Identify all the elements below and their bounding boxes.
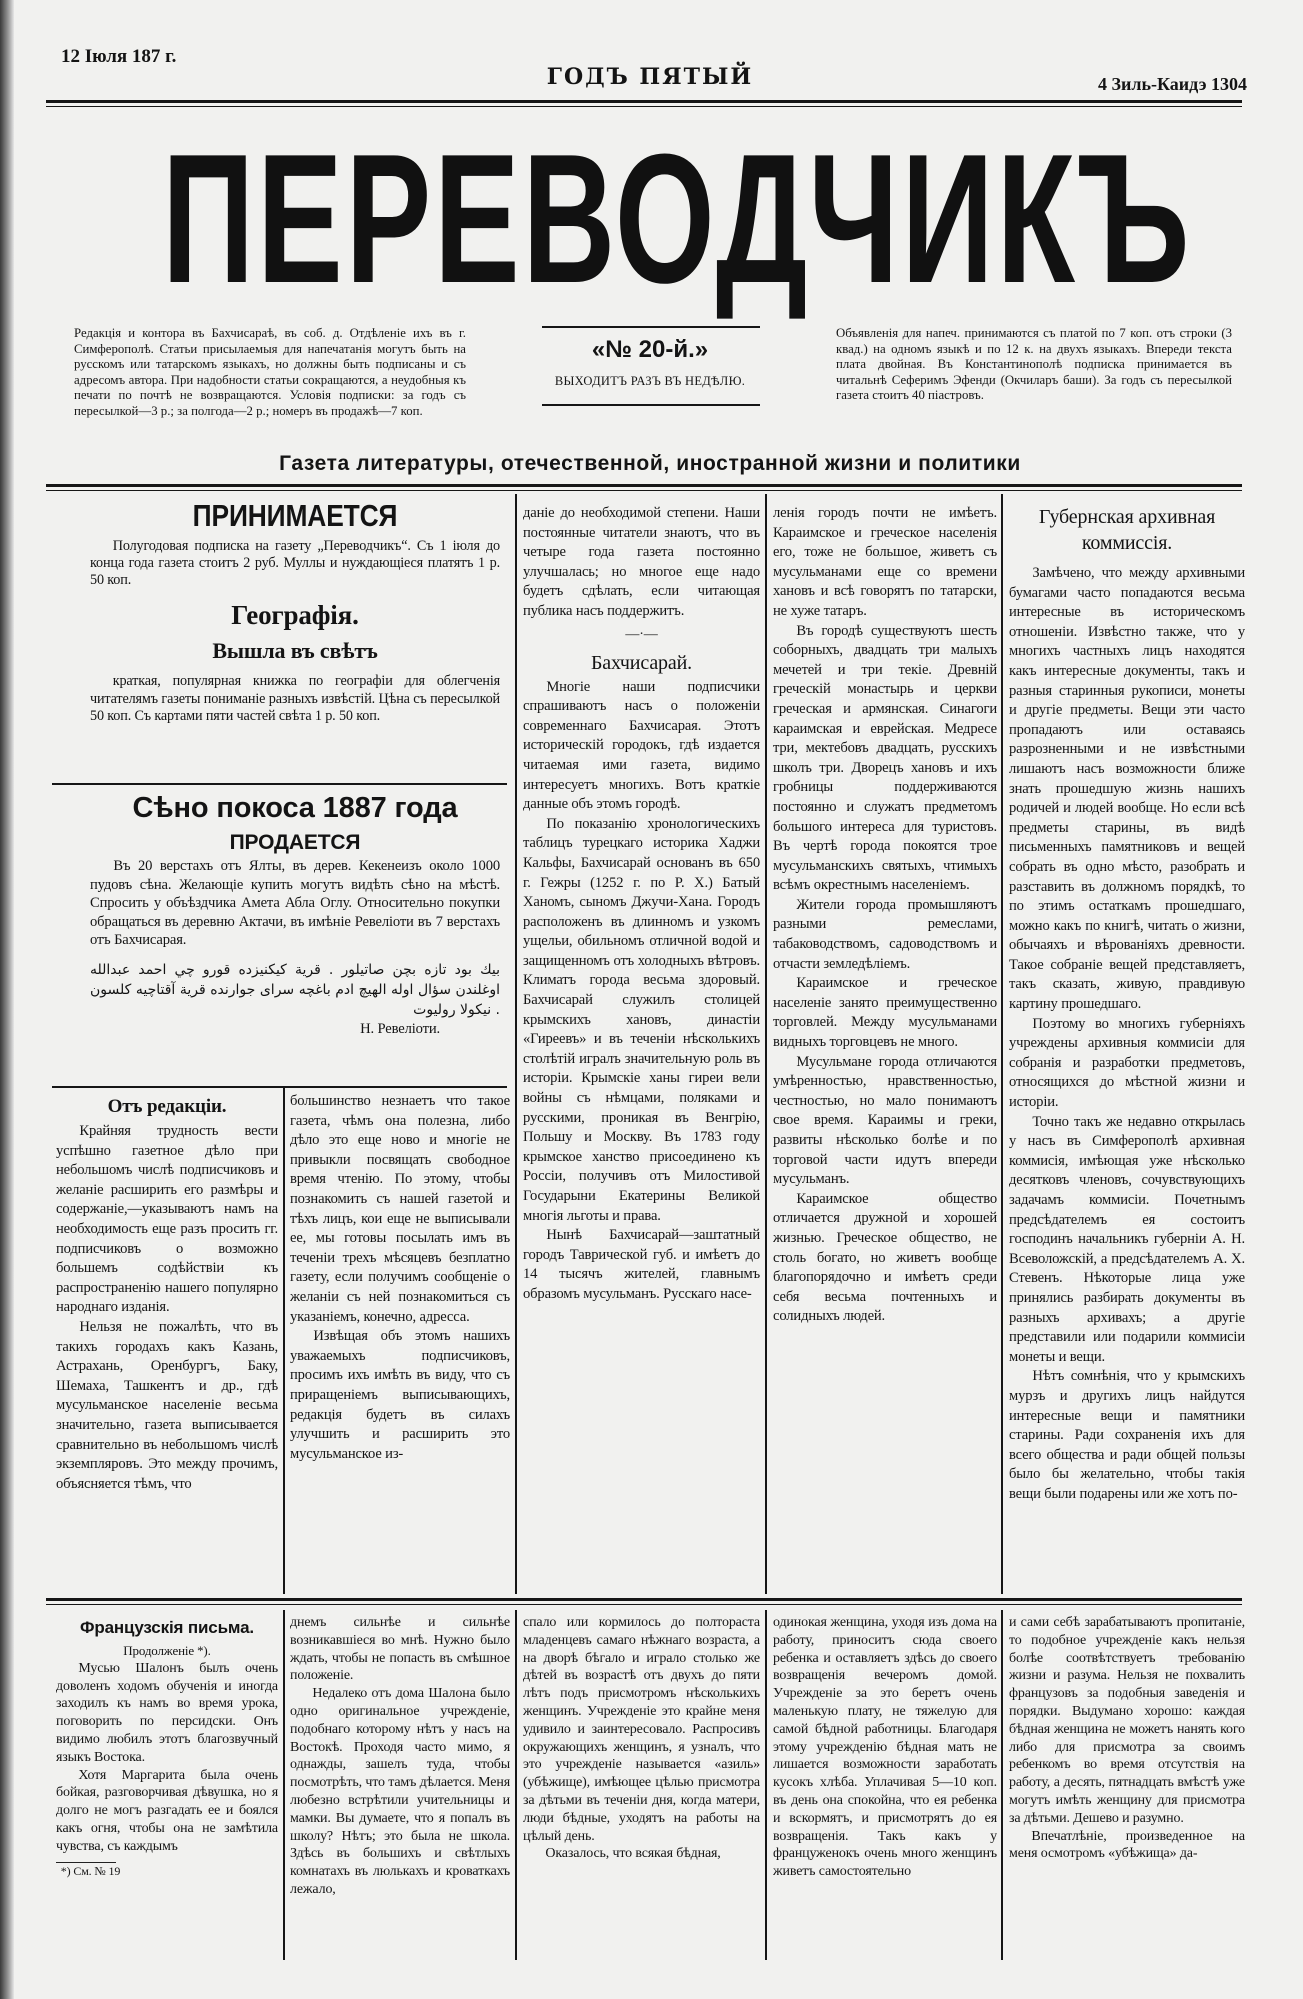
feuilleton-col2 [290, 1614, 510, 1964]
article-column-3 [773, 504, 997, 1592]
paragraph: спало или кормилось до полтораста младенцевъ самаго нѣжнаго возраста, а на дворѣ бѣгало и играло столько же дѣтей въ возрастѣ отъ двухъ до пяти лѣтъ подъ присмотромъ нѣсколькихъ женщинъ. Учрежденіе это крайне меня удивило и заинтересовало. Распросивъ окружающихъ женщинъ, я узналъ, что это учрежденіе называется «азиль» (убѣжище), имѣющее цѣлью присмотра за дѣтьми въ теченіи дня, когда матери, люди бѣдные, уходятъ на работы на цѣлый день. [523, 1615, 760, 1844]
ad-subscription-title: ПРИНИМАЕТСЯ [192, 498, 398, 533]
masthead-bottom-rule [46, 484, 1242, 491]
divider [542, 326, 760, 328]
paragraph: Недалеко отъ дома Шалона было одно оригинальное учрежденіе, подобнаго которому нѣтъ у насъ на Востокѣ. Проходя часто мимо, я однажды, зашелъ туда, чтобы посмотрѣть, что тамъ дѣлается. Меня любезно встрѣтили учительницы и мамки. Вы думаете, что я попалъ въ школу? Нѣтъ; это была не школа. Здѣсь въ большихъ и свѣтлыхъ комнатахъ въ люлькахъ и кроваткахъ лежало, [290, 1686, 510, 1897]
paragraph: Хотя Маргарита была очень бойкая, разговорчивая дѣвушка, но я долго не могъ разгадать ее и боялся какъ огня, чтобы она не замѣтила чувства, съ каждымъ [56, 1767, 278, 1854]
column-rule [515, 1610, 517, 1960]
paragraph: Мусульмане города отличаются умѣренностью, нравственностью, честностью, но мало понимаютъ свое время. Караимы и греки, развиты нѣсколько болѣе и по торговой части идутъ впереди мусульманъ. [773, 1053, 997, 1188]
paragraph: Многіе наши подписчики спрашиваютъ насъ о положеніи современнаго Бахчисарая. Этотъ историческій городокъ, гдѣ издается читаемая ими газета, видимо интересуетъ многихъ. Вотъ краткіе данные объ этомъ городѣ. [523, 678, 760, 813]
column-rule [1001, 1610, 1003, 1960]
paragraph: Жители города промышляютъ разными ремеслами, табаководствомъ, садоводствомъ и отчасти земледѣліемъ. [773, 896, 997, 972]
ad-geography-title: Географія. [231, 600, 359, 630]
issue-date-gregorian: 12 Іюля 187 г. [61, 46, 177, 67]
column-rule [283, 1610, 285, 1960]
advertisement-hay [90, 787, 500, 1085]
advertisements-top [90, 494, 500, 782]
ad-hay-text: Въ 20 верстахъ отъ Ялты, въ дерев. Кекенеизъ около 1000 пудовъ сѣна. Желающіе купить могутъ видѣть сѣно на мѣстѣ. Спросить у объѣздчика Амета Абла Оглу. Относительно покупки обращаться въ деревню Актачи, въ имѣніе Ревеліоти въ 7 верстахъ отъ Бахчисарая. [90, 858, 500, 948]
issue-number: «№ 20-й.» [591, 336, 709, 363]
column-rule [765, 494, 767, 1594]
ad-hay-title: Сѣно покоса 1887 года [132, 792, 458, 824]
column-rule [515, 494, 517, 1594]
feuilleton-title: Французскія письма. [80, 1618, 254, 1637]
article-archive-commission [1009, 504, 1245, 1592]
paragraph: ленія городъ почти не имѣетъ. Караимское и греческое населенія его, тоже не большое, живетъ съ мусульманами еще со времени хановъ и всѣ говорятъ по татарски, не хуже татаръ. [773, 505, 997, 619]
column-rule [765, 1610, 767, 1960]
ad-subscription-text: Полугодовая подписка на газету „Переводчикъ“. Съ 1 іюля до конца года газета стоитъ 2 руб. Муллы и нуждающіеся платятъ 1 р. 50 коп. [90, 538, 500, 588]
paragraph: Замѣчено, что между архивными бумагами часто попадаются весьма интересные въ историческомъ отношеніи. Извѣстно также, что у многихъ частныхъ лицъ находятся какъ интересные документы, такъ и разныя старинныя рукописи, монеты и другіе предметы. Вещи эти часто пропадаютъ или оставаясь разрозненными и не извѣстными лишаютъ насъ возможности ближе знать прошедшую жизнь нашихъ родичей и людей вообще. Но если всѣ предметы старины, въ видѣ письменныхъ памятниковъ и вещей собрать въ одно мѣсто, разобрать и разставить въ должномъ порядкѣ, то по этимъ остаткамъ прошедшаго, можно какъ по книгѣ, читать о жизни, обычаяхъ и вѣрованіяхъ древности. Такое собраніе вещей представляетъ, такъ сказать, живую, правдивую картину прошедшаго. [1009, 565, 1245, 1013]
divider [52, 1086, 507, 1088]
paragraph: Нѣтъ сомнѣнія, что у крымскихъ мурзъ и другихъ лицъ найдутся интересные вещи и памятники старины. Ради сохраненія ихъ для всего общества и ради общей пользы было бы желательно, чтобы такія вещи были подарены или же хотъ по- [1009, 1368, 1245, 1502]
paragraph: Поэтому во многихъ губерніяхъ учреждены архивныя коммисіи для собранія и разработки предметовъ, относящихся до мѣстной жизни и исторіи. [1009, 1015, 1245, 1111]
paragraph: Впечатлѣніе, произведенное на меня осмотромъ «убѣжища» да- [1009, 1828, 1245, 1862]
paragraph: Мусью Шалонъ былъ очень доволенъ ходомъ обученія и иногда заходилъ къ намъ во время урока, поговорить по персидски. Онъ видимо любилъ этотъ благозвучный языкъ Востока. [56, 1660, 278, 1765]
paragraph: Въ городѣ существуютъ шесть соборныхъ, двадцать три малыхъ мечетей и три текіе. Древній греческій монастырь и церкви греческая и армянская. Синагоги караимская и еврейская. Медресе три, мектебовъ двадцать, русскихъ школъ три. Дворецъ хановъ и ихъ гробницы поддерживаются постоянно и служатъ предметомъ большого интереса для туристовъ. Въ чертѣ города покоятся трое мусульманскихъ святыхъ, чтимыхъ всѣмъ окрестнымъ населеніемъ. [773, 622, 997, 894]
ad-hay-arabic-text: بيك بود تازه بچن صاتيلور . قرية كيكنيزده قورو چي احمد عبدالله اوغلندن سؤال اوله الهيچ ادم باغچه سراى جوارنده قرية آقتاچيه كلسون . نيكولا روليوت [90, 961, 500, 1018]
ad-geography-subtitle: Вышла въ свѣтъ [212, 638, 378, 663]
paragraph: Извѣщая объ этомъ нашихъ уважаемыхъ подписчиковъ, просимъ ихъ имѣть въ виду, что съ приращеніемъ выписывающихъ, редакція будетъ въ силахъ улучшить и расширить это мусульманское из- [290, 1328, 510, 1462]
column-rule [1001, 494, 1003, 1594]
footnote: *) См. № 19 [60, 1863, 121, 1878]
article-bakhchisaray-title: Бахчисарай. [590, 651, 693, 674]
volume-year: ГОДЪ ПЯТЫЙ [546, 64, 754, 90]
paragraph: днемъ сильнѣе и сильнѣе возникавшіеся во мнѣ. Нужно было ждать, чтобы не попасть въ смѣшное положеніе. [290, 1615, 510, 1684]
article-archive-title: Губернская архивная коммиссія. [1038, 506, 1216, 554]
feuilleton-continued: Продолженіе *). [123, 1643, 211, 1658]
ad-hay-signature: Н. Ревеліоти. [360, 1020, 440, 1037]
feuilleton-col5 [1009, 1614, 1245, 1964]
paragraph: Караимское общество отличается дружной и хорошей жизнью. Греческое общество, не столь богато, но живетъ вообще благопорядочно и имѣетъ среди себя весьма почтенныхъ и солидныхъ людей. [773, 1190, 997, 1325]
ad-geography-text: краткая, популярная книжка по географіи для облегченія читателямъ газеты пониманіе разныхъ извѣстій. Цѣна съ пересылкой 50 коп. Съ картами пяти частей свѣта 1 р. 50 коп. [90, 673, 500, 724]
ornament-divider: —·— [625, 626, 658, 642]
advertising-info: Объявленія для напеч. принимаются съ платой по 7 коп. отъ строки (3 квад.) на одномъ языкѣ и по 12 к. на двухъ языкахъ. Впереди текста плата двойная. Въ Константинополѣ подписка принимается въ читальнѣ Сеферимъ Эфенди (Окчиларъ баши). За годъ съ пересылкой газета стоитъ 40 піастровъ. [836, 326, 1232, 403]
scan-edge [0, 0, 14, 1999]
paragraph: Крайняя трудность вести успѣшно газетное дѣло при небольшомъ числѣ подписчиковъ и желаніе расширить его размѣры и содержаніе,—указываютъ намъ на необходимость еще разъ просить гг. подписчиковъ о возможно большемъ содѣйствіи къ распространенію нашего популярно народнаго изданія. [56, 1123, 278, 1316]
paragraph: Оказалось, что всякая бѣдная, [545, 1846, 721, 1862]
column-rule [283, 1088, 285, 1594]
paragraph: Караимское и греческое населеніе занято преимущественно торговлей. Между мусульманами видныхъ торговцевъ не много. [773, 975, 997, 1051]
divider [542, 404, 760, 406]
issue-date-hijri: 4 Зиль-Каидэ 1304 [1097, 74, 1247, 94]
paragraph: и сами себѣ зарабатываютъ пропитаніе, то подобное учрежденіе какъ нельзя болѣе соотвѣтствуетъ требованію жизни и разума. Нельзя не похвалить французовъ за подобныя заведенія и порядки. Выдумано хорошо: каждая бѣдная женщина не можетъ нанять кого либо для присмотра за своимъ ребенкомъ во время отсутствія на работу, а десять, пятнадцать вмѣстѣ уже могутъ имѣть женщину для присмотра за дѣтьми. Дешево и разумно. [1009, 1615, 1245, 1826]
section-rule [46, 1598, 1242, 1605]
paragraph: большинство незнаетъ что такое газета, чѣмъ она полезна, либо дѣло это еще ново и многіе не привыкли посвящать свободное время чтенію. По этому, чтобы познакомить съ нашей газетой и тѣхъ лицъ, кои еще не выписывали ее, мы готовы посылать имъ въ теченіи трехъ мѣсяцевъ безплатно газету, если получимъ сообщеніе о желаніи съ ней познакомиться съ указаніемъ, конечно, адресса. [290, 1093, 510, 1325]
ad-hay-subtitle: ПРОДАЕТСЯ [229, 831, 361, 854]
article-column-2 [523, 504, 760, 1592]
newspaper-title: ПЕРЕВОДЧИКЪ [162, 115, 1193, 321]
article-editorial-col1 [56, 1092, 278, 1592]
editorial-office-info: Редакція и контора въ Бахчисараѣ, въ соб. д. Отдѣленіе ихъ въ г. Симферополѣ. Статьи присылаемыя для напечатанія могутъ быть на русскомъ или татарскомъ языкахъ, но должны быть подписаны и съ адресомъ автора. При надобности статьи сокращаются, а неудобныя къ печати по почтѣ не возвращаются. Условія подписки: за годъ съ пересылкой—3 р.; за полгода—2 р.; номеръ въ продажѣ—7 коп. [74, 326, 466, 418]
paragraph: даніе до необходимой степени. Наши постоянные читатели знаютъ, что въ четыре года газета постоянно улучшалась; но многое еще надо будетъ сдѣлать, если читающая публика насъ поддержитъ. [523, 505, 760, 619]
paragraph: Нынѣ Бахчисарай—заштатный городъ Таврической губ. и имѣетъ до 14 тысячъ жителей, главнымъ образомъ мусульманъ. Русскаго насе- [523, 1227, 760, 1302]
feuilleton-col3 [523, 1614, 760, 1964]
paragraph: одинокая женщина, уходя изъ дома на работу, приноситъ сюда своего ребенка и оставляетъ здѣсь до своего возвращенія вечеромъ домой. Учрежденіе за это беретъ очень маленькую плату, не тяжелую для самой бѣдной работницы. Благодаря этому учрежденію бѣдная мать не лишается возможности заработать кусокъ хлѣба. Уплачивая 5—10 коп. въ день она спокойна, что ея ребенка и вскормятъ, и присмотрятъ до ея возвращенія. Такъ какъ у француженокъ очень много женщинъ живетъ самостоятельно [773, 1615, 997, 1880]
feuilleton-col4 [773, 1614, 997, 1964]
article-editorial-col2 [290, 1092, 510, 1592]
masthead-rule [46, 100, 1242, 107]
paragraph: Точно такъ же недавно открылась у насъ въ Симферополѣ архивная коммисія, имѣющая уже нѣсколько десятковъ членовъ, сочувствующихъ задачамъ коммисіи. Почетнымъ предсѣдателемъ ея состоитъ господинъ начальникъ губерніи А. Н. Всеволожскій, а предсѣдателемъ А. Х. Стевенъ. Нѣкоторые лица уже принялись разбирать документы въ разныхъ архивахъ; а другіе представили или подарили коммисіи монеты и вещи. [1009, 1113, 1245, 1365]
paragraph: По показанію хронологическихъ таблицъ турецкаго историка Хаджи Кальфы, Бахчисарай основанъ въ 650 г. Гежры (1252 г. по Р. Х.) Батый Ханомъ, сыномъ Джучи-Хана. Городъ расположенъ въ длинномъ и узкомъ ущельи, обильномъ отличной водой и защищенномъ отъ холодныхъ вѣтровъ. Климатъ города весьма здоровый. Бахчисарай служилъ столицей крымскихъ хановъ, династіи «Гиреевъ» и въ теченіи нѣсколькихъ столѣтій игралъ значительную роль въ исторіи. Крымскіе ханы гиреи вели войны съ нѣмцами, поляками и русскими, проникая въ Венгрію, Польшу и Москву. Въ 1783 году крымское ханство присоединено къ Россіи, получивъ отъ Милостивой Государыни Екатерины Великой многія льготы и права. [523, 815, 760, 1224]
publication-frequency: ВЫХОДИТЪ РАЗЪ ВЪ НЕДѢЛЮ. [554, 374, 746, 388]
paragraph: Нельзя не пожалѣть, что въ такихъ городахъ какъ Казань, Астрахань, Оренбургъ, Баку, Шемаха, Ташкентъ и др., гдѣ мусульманское населеніе весьма значительно, газета выписывается сравнительно въ небольшомъ числѣ экземпляровъ. Это между прочимъ, объясняется тѣмъ, что [56, 1318, 278, 1492]
article-editorial-title: Отъ редакціи. [107, 1096, 227, 1117]
feuilleton-col1 [56, 1614, 278, 1964]
divider [52, 783, 507, 785]
newspaper-subtitle: Газета литературы, отечественной, иностранной жизни и политики [279, 452, 1021, 475]
